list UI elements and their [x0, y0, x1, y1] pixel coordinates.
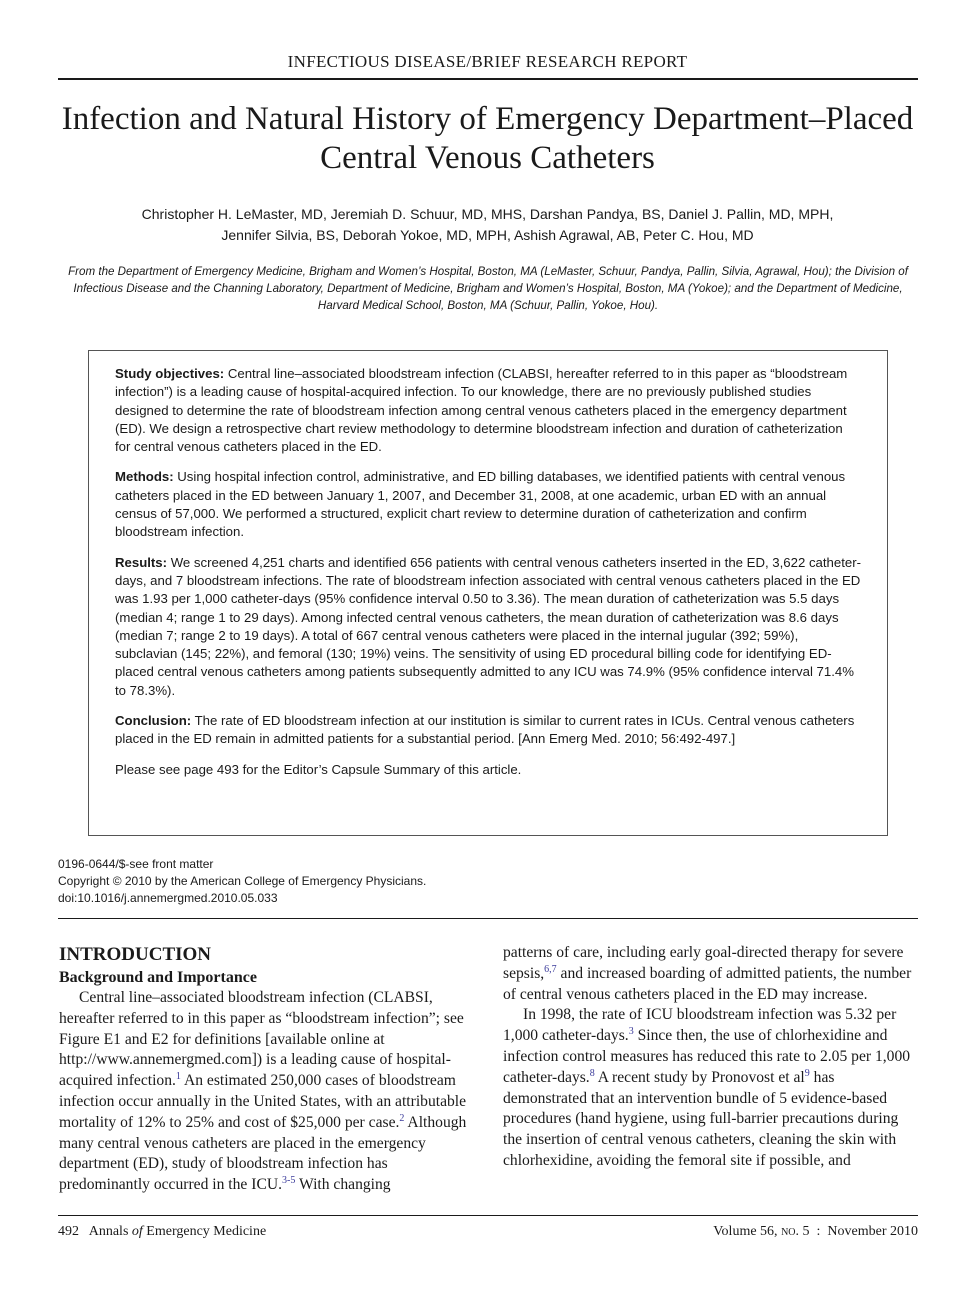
- methods-text: Using hospital infection control, administrative, and ED billing databases, we identified patients with central venous catheters placed in the ED between January 1, 2007, and December 31, 2008, at one academic, urban ED with an annual census of 57,000. We performed a structured, explicit chart review to determine duration of catheterization and confirm bloodstream infection.: [115, 469, 846, 540]
- body-text: In 1998, the rate of ICU bloodstream infection was 5.32 per 1,000 catheter-days.: [503, 1006, 897, 1045]
- title-line-2: Central Venous Catheters: [320, 140, 655, 176]
- results-text: We screened 4,251 charts and identified 656 patients with central venous catheters inserted in the ED, 3,622 catheter-days, and 7 bloodstream infections. The rate of bloodstream infection associated with central venous catheters placed in the ED was 1.93 per 1,000 catheter-days (95% confidence interval 0.50 to 3.36). The mean duration of catheterization was 5.5 days (median 4; range 1 to 29 days). Among infected central venous catheters, the mean duration of catheterization was 8.6 days (median 7; range 2 to 19 days). A total of 667 central venous catheters were placed in the internal jugular (392; 59%), subclavian (145; 22%), and femoral (130; 19%) veins. The sensitivity of using ED procedural billing code for identifying ED-placed central venous catheters among patients subsequently admitted to any ICU was 74.9% (95% confidence interval 71.4% to 78.3%).: [115, 554, 862, 698]
- reference-link[interactable]: 8: [589, 1067, 595, 1079]
- body-text: has demonstrated that an intervention bundle of 5 evidence-based procedures (hand hygiene, using full-barrier precautions during the insertion of central venous catheters, cleaning the skin with chlorhexidine, avoiding the femoral site if possible, and: [503, 1068, 899, 1169]
- body-text: An estimated 250,000 cases of bloodstream infection occur annually in the United States, with an attributable mortality of 12% to 25% and cost of $25,000 per case.: [59, 1072, 467, 1131]
- methods-label: Methods:: [115, 469, 174, 485]
- journal-name-of: of: [131, 1224, 143, 1239]
- conclusion-label: Conclusion:: [115, 713, 192, 729]
- authors-line-1: Christopher H. LeMaster, MD, Jeremiah D. Schuur, MD, MHS, Darshan Pandya, BS, Daniel J. Pallin, MD, MPH,: [141, 206, 834, 222]
- volume: Volume 56,: [713, 1224, 778, 1239]
- intro-paragraph-1-continued: [503, 943, 918, 1005]
- title-line-1: Infection and Natural History of Emergency Department–Placed: [61, 101, 914, 137]
- body-text: patterns of care, including early goal-directed therapy for severe sepsis,: [503, 944, 904, 982]
- abstract-box: [88, 350, 888, 836]
- intro-paragraph-2: [503, 1005, 918, 1171]
- introduction-heading: INTRODUCTION: [59, 944, 212, 965]
- body-text: and increased boarding of admitted patients, the number of central venous catheters placed in the ED may increase.: [503, 964, 912, 1003]
- footer-right: [713, 1224, 918, 1240]
- reference-link[interactable]: 3: [628, 1026, 634, 1038]
- footer-separator: :: [816, 1224, 821, 1239]
- capsule-note: Please see page 493 for the Editor’s Capsule Summary of this article.: [115, 761, 522, 777]
- objectives-label: Study objectives:: [115, 366, 225, 381]
- issue-date: November 2010: [827, 1224, 918, 1239]
- body-text: A recent study by Pronovost et al: [594, 1068, 805, 1086]
- abstract-methods: [115, 468, 861, 541]
- journal-name-part-2: Emergency Medicine: [146, 1224, 267, 1239]
- authors-line-2: Jennifer Silvia, BS, Deborah Yokoe, MD, MPH, Ashish Agrawal, AB, Peter C. Hou, MD: [221, 227, 754, 243]
- reference-link[interactable]: 9: [804, 1067, 810, 1079]
- front-matter: [58, 856, 658, 907]
- objectives-text: Central line–associated bloodstream infection (CLABSI, hereafter referred to in this paper as “bloodstream infection”) is a leading cause of hospital-acquired infection. To our knowledge, there are no previously published studies designed to determine the rate of bloodstream infection among central venous catheters placed in the emergency department (ED). We design a retrospective chart review methodology to determine bloodstream infection and duration of catheterization for central venous catheters placed in the ED.: [115, 366, 848, 455]
- top-rule: [58, 78, 918, 80]
- intro-paragraph-1: [59, 988, 474, 1196]
- reference-link[interactable]: 3-5: [282, 1175, 296, 1187]
- abstract-conclusion: [115, 712, 861, 749]
- body-column-left: [59, 943, 474, 1196]
- body-text: Since then, the use of chlorhexidine and infection control measures has reduced this rate to 2.05 per 1,000 catheter-days.: [503, 1027, 911, 1086]
- section-header: INFECTIOUS DISEASE/BRIEF RESEARCH REPORT: [287, 52, 688, 71]
- copyright-line: Copyright © 2010 by the American College of Emergency Physicians.: [58, 874, 427, 888]
- footer-rule: [58, 1215, 918, 1216]
- footer-left: [58, 1224, 266, 1240]
- reference-link[interactable]: 2: [399, 1112, 405, 1124]
- article-title: [40, 100, 935, 178]
- body-text: Although many central venous catheters are placed in the emergency department (ED), study of bloodstream infection has predominantly occurred in the ICU.: [59, 1113, 467, 1194]
- reference-link[interactable]: 6,7: [544, 963, 557, 975]
- reference-link[interactable]: 1: [175, 1071, 181, 1083]
- body-text: With changing: [295, 1176, 391, 1194]
- page-number: 492: [58, 1224, 79, 1239]
- body-text: Central line–associated bloodstream infection (CLABSI, hereafter referred to in this paper as “bloodstream infection”; see Figure E1 and E2 for definitions [available online at http://www.annemergmed.com]) is a leading cause of hospital-acquired infection.: [59, 989, 464, 1090]
- abstract-objectives: [115, 365, 861, 456]
- conclusion-text: The rate of ED bloodstream infection at our institution is similar to current rates in ICUs. Central venous catheters placed in the ED remain in admitted patients for a substantial period. [Ann Emerg Med. 2010; 56:492-497.]: [115, 713, 855, 747]
- body-column-right: [503, 943, 918, 1172]
- results-label: Results:: [115, 554, 168, 570]
- middle-rule: [58, 918, 918, 919]
- doi-line: doi:10.1016/j.annemergmed.2010.05.033: [58, 891, 278, 905]
- author-list: [70, 204, 905, 246]
- abstract-results: [115, 554, 861, 700]
- journal-name-part-1: Annals: [88, 1224, 129, 1239]
- background-subheading: Background and Importance: [59, 969, 257, 986]
- issue: no. 5: [781, 1224, 810, 1239]
- issn-line: 0196-0644/$-see front matter: [58, 857, 214, 871]
- affiliation: From the Department of Emergency Medicine, Brigham and Women’s Hospital, Boston, MA (LeMaster, Schuur, Pandya, Pallin, Silvia, Agrawal, Hou); the Division of Infectious Disease and the Channing Laboratory, Department of Medicine, Brigham and Women’s Hospital, Boston, MA (Yokoe); and the Department of Medicine, Harvard Medical School, Boston, MA (Schuur, Pallin, Yokoe, Hou).: [68, 265, 908, 312]
